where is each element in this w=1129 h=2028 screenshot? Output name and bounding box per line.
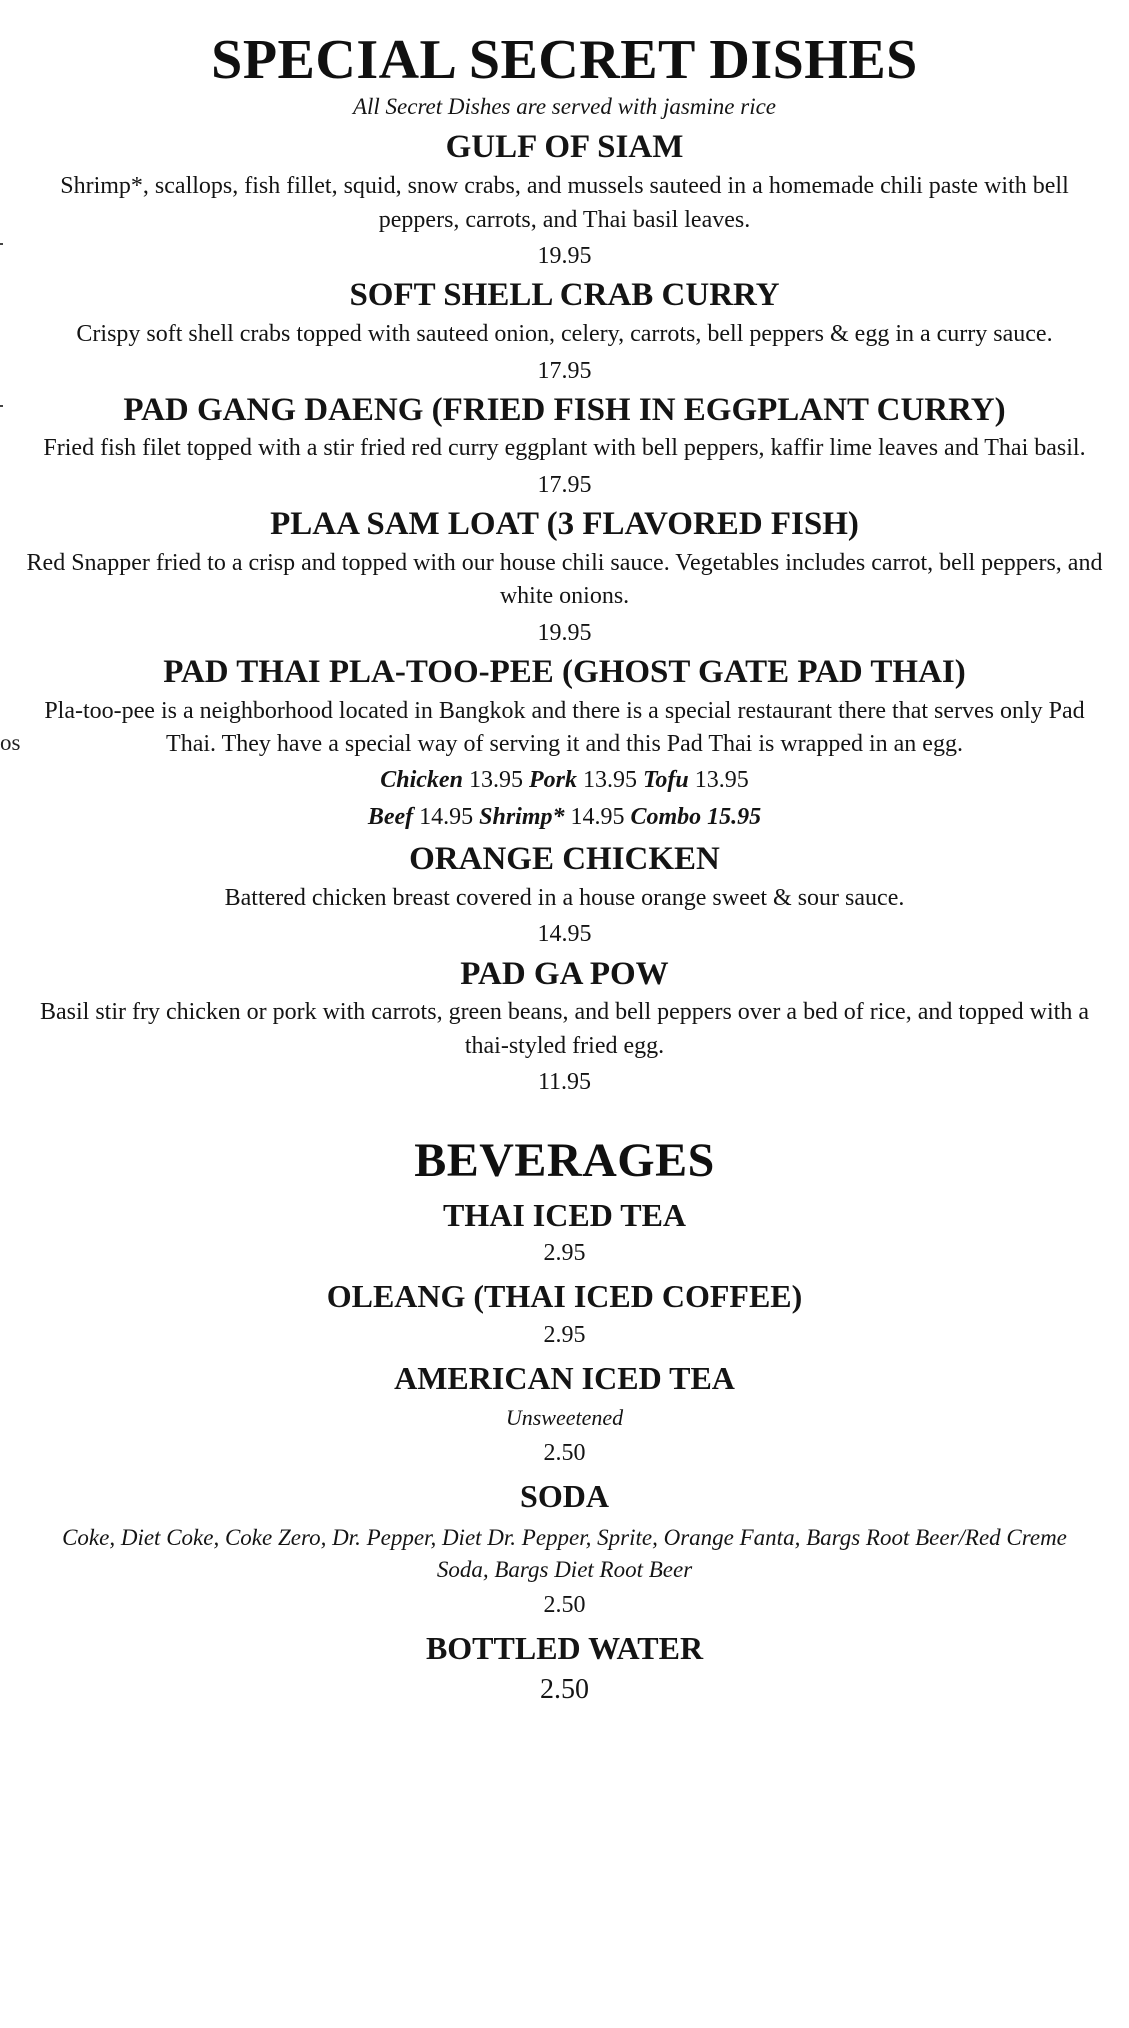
- dish-name: ORANGE CHICKEN: [409, 841, 720, 878]
- dish-description: Battered chicken breast covered in a house orange sweet & sour sauce.: [224, 884, 905, 911]
- dish-gulf-of-siam: [20, 124, 1110, 272]
- combo-price: Combo 15.95: [630, 804, 762, 831]
- beverage-name: THAI ICED TEA: [442, 1196, 687, 1233]
- dish-price: 11.95: [537, 1069, 592, 1096]
- beverage-description: Coke, Diet Coke, Coke Zero, Dr. Pepper, Diet Dr. Pepper, Sprite, Orange Fanta, Bargs Root Beer/Red Creme Soda, Bargs Diet Root Beer: [62, 1524, 1067, 1582]
- dish-pad-ga-pow: [20, 951, 1110, 1099]
- protein-option-price: 13.95: [582, 766, 637, 793]
- dish-name: PLAA SAM LOAT (3 FLAVORED FISH): [270, 506, 859, 543]
- dish-price: 19.95: [537, 619, 592, 646]
- dish-plaa-sam-loat: [20, 501, 1110, 649]
- beverage-note: Unsweetened: [505, 1405, 624, 1431]
- beverage-bottled-water: [20, 1621, 1110, 1708]
- cropped-edge-mark: [0, 405, 3, 407]
- protein-price-row: [368, 799, 761, 836]
- dish-pad-thai-pla-too-pee: [20, 649, 1110, 836]
- dish-price: 17.95: [537, 357, 592, 384]
- dish-name: PAD GA POW: [460, 955, 669, 992]
- dish-name: PAD GANG DAENG (FRIED FISH IN EGGPLANT CURRY): [123, 391, 1006, 428]
- protein-option-price: 14.95: [419, 804, 474, 831]
- beverage-name: SODA: [520, 1478, 609, 1515]
- dish-price: 17.95: [537, 471, 592, 498]
- beverage-price: 2.50: [540, 1673, 589, 1705]
- cropped-edge-mark: [0, 243, 3, 245]
- cropped-edge-text: os: [0, 730, 21, 755]
- protein-price-row: [380, 762, 748, 799]
- beverages-title: BEVERAGES: [414, 1133, 715, 1187]
- beverage-soda: [20, 1469, 1110, 1621]
- beverage-price: 2.95: [543, 1240, 586, 1267]
- dish-price: 19.95: [537, 243, 592, 270]
- dish-description: Shrimp*, scallops, fish fillet, squid, snow crabs, and mussels sauteed in a homemade chili paste with bell peppers, carrots, and Thai basil leaves.: [60, 172, 1069, 233]
- dish-name: GULF OF SIAM: [445, 129, 684, 166]
- beverage-american-iced-tea: [20, 1351, 1110, 1469]
- protein-option-label: Tofu: [642, 766, 689, 793]
- protein-option-label: Chicken: [380, 766, 463, 793]
- beverage-thai-iced-tea: [20, 1188, 1110, 1270]
- beverage-name: OLEANG (THAI ICED COFFEE): [326, 1278, 803, 1315]
- special-dishes-title: SPECIAL SECRET DISHES: [211, 29, 918, 91]
- dish-price: 14.95: [537, 921, 592, 948]
- beverage-price: 2.95: [543, 1321, 586, 1348]
- dish-name: SOFT SHELL CRAB CURRY: [349, 277, 780, 314]
- dish-description: Pla-too-pee is a neighborhood located in Bangkok and there is a special restaurant there that serves only Pad Thai. They have a special way of serving it and this Pad Thai is wrapped in an egg.: [44, 697, 1085, 758]
- protein-option-label: Shrimp*: [479, 804, 565, 831]
- protein-option-price: 13.95: [694, 766, 749, 793]
- protein-option-price: 14.95: [570, 804, 625, 831]
- beverage-price: 2.50: [543, 1440, 586, 1467]
- dish-pad-gang-daeng: [20, 387, 1110, 501]
- special-dishes-note: All Secret Dishes are served with jasmine rice: [352, 94, 777, 120]
- dish-description: Crispy soft shell crabs topped with sauteed onion, celery, carrots, bell peppers & egg in a curry sauce.: [76, 320, 1053, 347]
- dish-description: Red Snapper fried to a crisp and topped with our house chili sauce. Vegetables includes carrot, bell peppers, and white onions.: [26, 549, 1103, 610]
- dish-orange-chicken: [20, 836, 1110, 950]
- beverage-oleang: [20, 1269, 1110, 1351]
- protein-option-label: Beef: [367, 804, 414, 831]
- dish-name: PAD THAI PLA-TOO-PEE (GHOST GATE PAD THAI): [163, 654, 966, 691]
- beverage-name: BOTTLED WATER: [425, 1630, 704, 1667]
- dish-description: Basil stir fry chicken or pork with carrots, green beans, and bell peppers over a bed of rice, and topped with a thai-styled fried egg.: [40, 999, 1089, 1059]
- protein-option-price: 13.95: [468, 766, 523, 793]
- dish-description: Fried fish filet topped with a stir fried red curry eggplant with bell peppers, kaffir lime leaves and Thai basil.: [43, 435, 1086, 462]
- dish-soft-shell-crab-curry: [20, 272, 1110, 386]
- protein-option-label: Pork: [528, 766, 577, 793]
- beverage-name: AMERICAN ICED TEA: [394, 1359, 735, 1396]
- beverage-price: 2.50: [543, 1592, 586, 1619]
